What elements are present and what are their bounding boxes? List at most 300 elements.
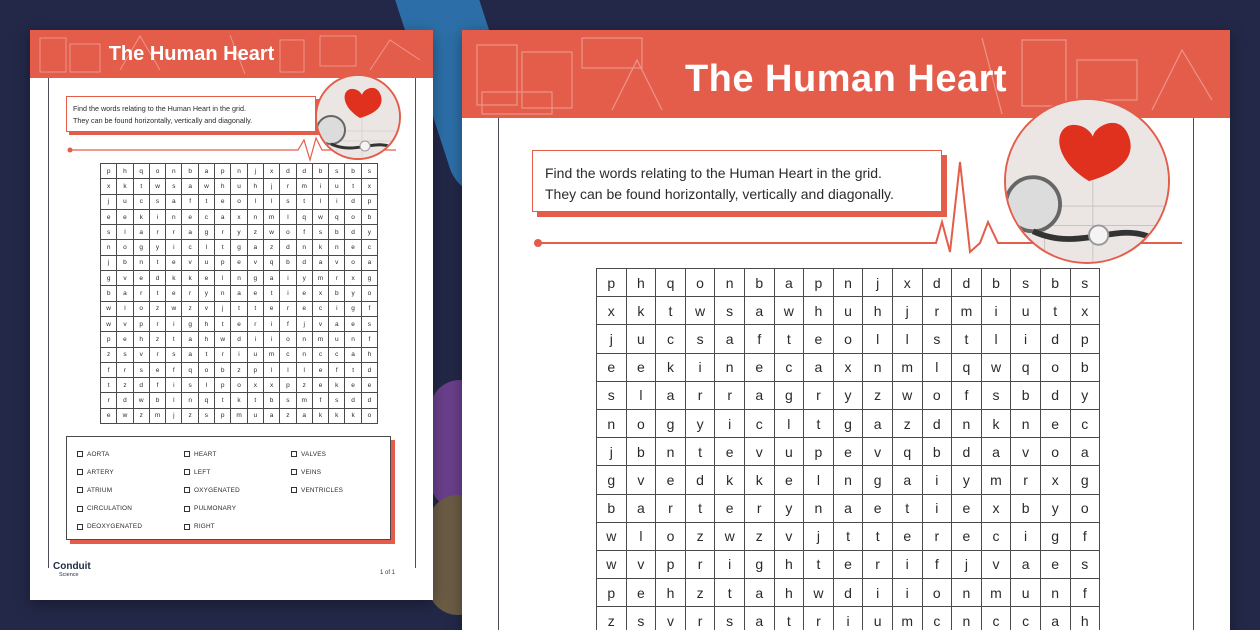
grid-cell: s xyxy=(329,164,345,179)
grid-cell: g xyxy=(1040,522,1070,550)
grid-cell: e xyxy=(345,240,361,255)
grid-cell: p xyxy=(215,255,231,270)
grid-cell: r xyxy=(149,225,165,240)
grid-cell: l xyxy=(166,393,182,408)
grid-cell: t xyxy=(774,607,804,630)
grid-cell: a xyxy=(744,381,774,409)
grid-cell: s xyxy=(685,325,715,353)
grid-cell: d xyxy=(117,393,133,408)
grid-cell: s xyxy=(329,393,345,408)
grid-cell: l xyxy=(981,325,1011,353)
grid-cell: p xyxy=(804,269,834,297)
logo-text-line-2: Science xyxy=(59,572,79,578)
grid-cell: c xyxy=(312,347,328,362)
instructions-line-1: Find the words relating to the Human Heart in the grid. xyxy=(73,104,246,113)
grid-cell: o xyxy=(133,301,149,316)
instructions-line-2: They can be found horizontally, vertically and diagonally. xyxy=(73,116,253,125)
word-list-item xyxy=(77,481,142,499)
grid-cell: k xyxy=(626,297,656,325)
grid-cell: d xyxy=(1040,325,1070,353)
grid-cell: b xyxy=(101,286,117,301)
grid-cell: o xyxy=(149,164,165,179)
grid-cell: l xyxy=(280,209,296,224)
grid-cell: j xyxy=(263,179,279,194)
grid-cell: x xyxy=(361,179,377,194)
grid-cell: w xyxy=(101,316,117,331)
grid-cell: u xyxy=(247,408,263,423)
grid-cell: e xyxy=(656,466,686,494)
grid-cell: y xyxy=(149,240,165,255)
grid-cell: g xyxy=(345,301,361,316)
grid-cell: m xyxy=(296,179,312,194)
grid-cell: e xyxy=(231,316,247,331)
grid-cell: x xyxy=(263,164,279,179)
grid-cell: c xyxy=(133,194,149,209)
grid-cell: j xyxy=(215,301,231,316)
grid-cell: n xyxy=(133,255,149,270)
grid-cell: l xyxy=(863,325,893,353)
grid-cell: x xyxy=(345,271,361,286)
grid-cell: x xyxy=(833,353,863,381)
grid-cell: d xyxy=(1040,381,1070,409)
grid-cell: n xyxy=(952,607,982,630)
grid-cell: a xyxy=(117,286,133,301)
grid-cell: r xyxy=(133,286,149,301)
word-list-item xyxy=(77,463,142,481)
grid-cell: h xyxy=(361,347,377,362)
grid-cell: s xyxy=(1011,269,1041,297)
grid-cell: r xyxy=(280,301,296,316)
grid-cell: a xyxy=(231,286,247,301)
grid-cell: b xyxy=(1070,353,1100,381)
grid-row xyxy=(597,579,1100,607)
grid-cell: w xyxy=(133,393,149,408)
grid-cell: v xyxy=(656,607,686,630)
grid-cell: b xyxy=(922,438,952,466)
grid-cell: t xyxy=(952,325,982,353)
grid-cell: t xyxy=(685,494,715,522)
grid-cell: i xyxy=(263,332,279,347)
grid-cell: a xyxy=(892,466,922,494)
grid-cell: w xyxy=(312,209,328,224)
grid-cell: c xyxy=(198,209,214,224)
grid-cell: x xyxy=(247,378,263,393)
grid-row xyxy=(101,301,378,316)
grid-cell: i xyxy=(329,301,345,316)
grid-cell: j xyxy=(597,438,627,466)
grid-cell: b xyxy=(981,269,1011,297)
grid-cell: i xyxy=(922,494,952,522)
grid-cell: g xyxy=(247,271,263,286)
word-list-item xyxy=(77,445,142,463)
grid-cell: v xyxy=(863,438,893,466)
grid-cell: f xyxy=(166,362,182,377)
heart-stethoscope-photo xyxy=(315,74,401,160)
grid-cell: z xyxy=(685,579,715,607)
grid-cell: a xyxy=(182,179,198,194)
grid-cell: g xyxy=(744,550,774,578)
grid-cell: g xyxy=(597,466,627,494)
grid-cell: a xyxy=(981,438,1011,466)
grid-cell: a xyxy=(182,347,198,362)
word-list-item xyxy=(184,518,240,536)
grid-cell: x xyxy=(597,297,627,325)
grid-cell: y xyxy=(1040,494,1070,522)
frame-left xyxy=(498,118,499,630)
grid-cell: a xyxy=(182,332,198,347)
grid-cell: y xyxy=(198,286,214,301)
grid-cell: h xyxy=(133,332,149,347)
grid-cell: v xyxy=(626,550,656,578)
grid-cell: h xyxy=(198,332,214,347)
grid-cell: m xyxy=(892,607,922,630)
grid-cell: r xyxy=(329,271,345,286)
grid-cell: s xyxy=(922,325,952,353)
grid-cell: i xyxy=(312,179,328,194)
grid-row xyxy=(101,255,378,270)
grid-cell: m xyxy=(231,408,247,423)
grid-row xyxy=(101,164,378,179)
grid-cell: e xyxy=(804,325,834,353)
grid-cell: s xyxy=(715,297,745,325)
grid-cell: p xyxy=(597,269,627,297)
grid-cell: e xyxy=(198,271,214,286)
grid-cell: i xyxy=(922,466,952,494)
grid-cell: u xyxy=(247,347,263,362)
grid-cell: o xyxy=(922,579,952,607)
grid-cell: f xyxy=(296,225,312,240)
grid-cell: z xyxy=(231,362,247,377)
grid-cell: e xyxy=(296,286,312,301)
grid-row xyxy=(101,286,378,301)
grid-cell: x xyxy=(312,286,328,301)
grid-cell: r xyxy=(744,494,774,522)
grid-cell: t xyxy=(804,409,834,437)
word-list-item xyxy=(184,481,240,499)
grid-cell: o xyxy=(685,269,715,297)
word-list-column xyxy=(77,445,142,536)
grid-cell: f xyxy=(952,381,982,409)
grid-cell: e xyxy=(715,494,745,522)
checkbox-icon xyxy=(291,451,297,457)
grid-cell: e xyxy=(149,362,165,377)
grid-cell: s xyxy=(1070,550,1100,578)
grid-cell: e xyxy=(133,271,149,286)
grid-cell: i xyxy=(166,240,182,255)
grid-cell: b xyxy=(1011,494,1041,522)
page-number: 1 of 1 xyxy=(380,570,396,576)
grid-cell: r xyxy=(149,347,165,362)
grid-cell: h xyxy=(1070,607,1100,630)
grid-cell: q xyxy=(952,353,982,381)
grid-cell: y xyxy=(231,225,247,240)
grid-cell: w xyxy=(198,179,214,194)
grid-cell: z xyxy=(133,408,149,423)
grid-cell: s xyxy=(117,347,133,362)
grid-row xyxy=(101,179,378,194)
grid-cell: g xyxy=(231,240,247,255)
grid-cell: e xyxy=(231,255,247,270)
grid-cell: t xyxy=(133,179,149,194)
grid-cell: p xyxy=(1070,325,1100,353)
grid-cell: a xyxy=(345,347,361,362)
logo-text-line-1: Conduit xyxy=(53,561,91,572)
grid-cell: r xyxy=(101,393,117,408)
grid-cell: p xyxy=(215,378,231,393)
grid-cell: f xyxy=(361,332,377,347)
checkbox-icon xyxy=(77,451,83,457)
grid-cell: c xyxy=(312,301,328,316)
grid-cell: r xyxy=(715,381,745,409)
grid-cell: n xyxy=(166,164,182,179)
grid-cell: c xyxy=(182,240,198,255)
grid-cell: k xyxy=(329,408,345,423)
grid-cell: o xyxy=(1070,494,1100,522)
grid-cell: p xyxy=(101,164,117,179)
grid-cell: z xyxy=(744,522,774,550)
grid-cell: l xyxy=(280,362,296,377)
grid-cell: q xyxy=(656,269,686,297)
grid-cell: c xyxy=(329,347,345,362)
grid-cell: a xyxy=(744,297,774,325)
grid-cell: i xyxy=(981,297,1011,325)
grid-cell: t xyxy=(166,332,182,347)
grid-cell: e xyxy=(166,255,182,270)
word-label: ATRIUM xyxy=(87,486,113,494)
grid-cell: l xyxy=(892,325,922,353)
grid-row xyxy=(101,347,378,362)
word-list-column xyxy=(184,445,240,536)
grid-cell: b xyxy=(329,225,345,240)
instructions-line-1: Find the words relating to the Human Heart in the grid. xyxy=(545,165,882,181)
grid-cell: o xyxy=(656,522,686,550)
grid-cell: k xyxy=(312,240,328,255)
grid-cell: t xyxy=(1040,297,1070,325)
grid-cell: v xyxy=(133,347,149,362)
grid-cell: z xyxy=(101,347,117,362)
checkbox-icon xyxy=(77,506,83,512)
frame-left xyxy=(48,78,49,568)
grid-cell: i xyxy=(1011,522,1041,550)
grid-row xyxy=(101,393,378,408)
grid-cell: g xyxy=(656,409,686,437)
grid-cell: y xyxy=(774,494,804,522)
grid-cell: a xyxy=(133,225,149,240)
grid-cell: i xyxy=(715,409,745,437)
grid-cell: d xyxy=(296,164,312,179)
grid-cell: j xyxy=(101,194,117,209)
grid-cell: e xyxy=(296,301,312,316)
grid-cell: o xyxy=(626,409,656,437)
grid-cell: m xyxy=(981,579,1011,607)
grid-cell: r xyxy=(685,550,715,578)
grid-cell: s xyxy=(597,381,627,409)
grid-cell: t xyxy=(345,179,361,194)
grid-cell: o xyxy=(280,225,296,240)
grid-cell: n xyxy=(215,286,231,301)
grid-cell: q xyxy=(329,209,345,224)
grid-cell: m xyxy=(263,347,279,362)
grid-cell: c xyxy=(981,522,1011,550)
grid-cell: u xyxy=(626,325,656,353)
grid-cell: s xyxy=(626,607,656,630)
grid-cell: i xyxy=(263,316,279,331)
grid-cell: t xyxy=(215,240,231,255)
grid-cell: q xyxy=(892,438,922,466)
grid-cell: x xyxy=(1070,297,1100,325)
grid-cell: j xyxy=(952,550,982,578)
grid-cell: b xyxy=(117,255,133,270)
grid-cell: r xyxy=(149,316,165,331)
grid-cell: e xyxy=(182,209,198,224)
grid-cell: z xyxy=(280,408,296,423)
checkbox-icon xyxy=(77,487,83,493)
grid-cell: c xyxy=(981,607,1011,630)
grid-cell: v xyxy=(198,301,214,316)
grid-cell: s xyxy=(149,194,165,209)
frame-right xyxy=(1193,118,1194,630)
grid-cell: s xyxy=(361,164,377,179)
grid-cell: t xyxy=(149,255,165,270)
instructions-box xyxy=(66,96,316,132)
word-list-item xyxy=(77,518,142,536)
grid-cell: p xyxy=(133,316,149,331)
grid-cell: b xyxy=(329,286,345,301)
grid-cell: e xyxy=(117,209,133,224)
grid-cell: q xyxy=(296,209,312,224)
grid-cell: l xyxy=(117,301,133,316)
grid-cell: m xyxy=(312,271,328,286)
grid-cell: n xyxy=(863,353,893,381)
grid-cell: r xyxy=(863,550,893,578)
grid-cell: k xyxy=(715,466,745,494)
grid-cell: a xyxy=(312,255,328,270)
grid-cell: t xyxy=(715,579,745,607)
grid-cell: z xyxy=(117,378,133,393)
grid-cell: h xyxy=(804,297,834,325)
grid-row xyxy=(597,494,1100,522)
grid-cell: v xyxy=(312,316,328,331)
grid-cell: j xyxy=(863,269,893,297)
grid-cell: s xyxy=(166,179,182,194)
word-label: AORTA xyxy=(87,450,110,458)
grid-cell: n xyxy=(656,438,686,466)
grid-cell: l xyxy=(312,194,328,209)
grid-cell: z xyxy=(149,301,165,316)
word-label: PULMONARY xyxy=(194,505,237,513)
grid-cell: s xyxy=(166,347,182,362)
grid-cell: d xyxy=(345,194,361,209)
grid-cell: a xyxy=(715,325,745,353)
grid-cell: u xyxy=(198,255,214,270)
grid-cell: h xyxy=(656,579,686,607)
grid-cell: y xyxy=(345,286,361,301)
word-label: DEOXYGENATED xyxy=(87,523,143,531)
grid-cell: d xyxy=(133,378,149,393)
grid-cell: l xyxy=(626,381,656,409)
grid-cell: e xyxy=(833,438,863,466)
grid-row xyxy=(597,353,1100,381)
grid-cell: e xyxy=(597,353,627,381)
grid-cell: s xyxy=(198,408,214,423)
grid-cell: g xyxy=(361,271,377,286)
grid-row xyxy=(597,409,1100,437)
grid-cell: b xyxy=(263,393,279,408)
grid-cell: b xyxy=(1040,269,1070,297)
grid-cell: a xyxy=(833,494,863,522)
grid-cell: n xyxy=(1040,579,1070,607)
grid-cell: n xyxy=(182,393,198,408)
grid-cell: x xyxy=(231,209,247,224)
grid-cell: o xyxy=(361,286,377,301)
grid-cell: a xyxy=(1011,550,1041,578)
grid-cell: o xyxy=(198,362,214,377)
grid-row xyxy=(597,381,1100,409)
grid-cell: b xyxy=(215,362,231,377)
grid-cell: b xyxy=(744,269,774,297)
grid-cell: x xyxy=(263,378,279,393)
grid-cell: r xyxy=(1011,466,1041,494)
grid-cell: m xyxy=(149,408,165,423)
grid-cell: w xyxy=(263,225,279,240)
grid-cell: a xyxy=(804,353,834,381)
grid-cell: q xyxy=(198,393,214,408)
checkbox-icon xyxy=(184,469,190,475)
grid-cell: g xyxy=(198,225,214,240)
grid-cell: y xyxy=(685,409,715,437)
grid-cell: k xyxy=(981,409,1011,437)
grid-cell: q xyxy=(1011,353,1041,381)
grid-cell: o xyxy=(922,381,952,409)
grid-cell: a xyxy=(1070,438,1100,466)
grid-cell: r xyxy=(685,381,715,409)
grid-row xyxy=(101,332,378,347)
grid-row xyxy=(597,550,1100,578)
grid-cell: e xyxy=(361,378,377,393)
checkbox-icon xyxy=(184,451,190,457)
grid-cell: b xyxy=(280,255,296,270)
grid-cell: x xyxy=(981,494,1011,522)
grid-cell: j xyxy=(296,316,312,331)
grid-cell: o xyxy=(117,240,133,255)
grid-cell: y xyxy=(361,225,377,240)
grid-cell: e xyxy=(715,438,745,466)
grid-cell: h xyxy=(215,179,231,194)
grid-cell: r xyxy=(215,225,231,240)
instructions-line-2: They can be found horizontally, vertically and diagonally. xyxy=(545,186,894,202)
grid-cell: k xyxy=(329,378,345,393)
grid-cell: u xyxy=(117,194,133,209)
grid-cell: t xyxy=(247,393,263,408)
grid-cell: n xyxy=(833,466,863,494)
grid-cell: e xyxy=(247,286,263,301)
grid-cell: z xyxy=(247,225,263,240)
grid-cell: a xyxy=(296,408,312,423)
grid-cell: r xyxy=(166,225,182,240)
grid-cell: d xyxy=(280,240,296,255)
grid-cell: f xyxy=(361,301,377,316)
grid-cell: o xyxy=(361,408,377,423)
grid-cell: q xyxy=(263,255,279,270)
word-list-item xyxy=(184,445,240,463)
grid-cell: b xyxy=(626,438,656,466)
grid-cell: k xyxy=(182,271,198,286)
grid-cell: l xyxy=(922,353,952,381)
word-list-box xyxy=(66,436,391,540)
checkbox-icon xyxy=(77,469,83,475)
grid-cell: a xyxy=(263,408,279,423)
page-title: The Human Heart xyxy=(108,43,275,65)
